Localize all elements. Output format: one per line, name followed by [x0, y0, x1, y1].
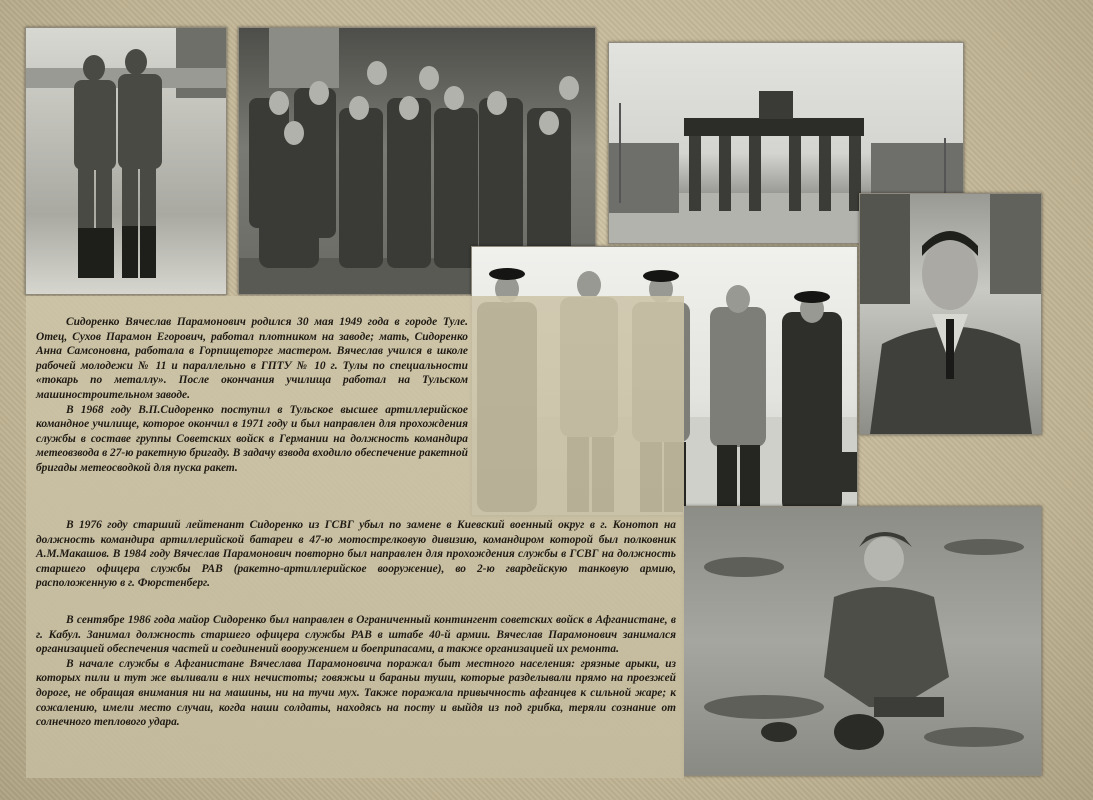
photo-mine-clearing	[683, 506, 1042, 776]
paragraph-afghanistan: В сентябре 1986 года майор Сидоренко был направлен в Ограниченный контингент советских войск в Афганистане, в г. Кабул. Занимал должность старшего офицера службы РАВ в штабе 40-й армии. Вячеслав Парамонович занимался организацией обеспечения частей и соединений вооружением и боеприпасами, а также организацией их ремонта.	[36, 614, 676, 656]
paragraph-local-life: В начале службы в Афганистане Вячеслава Парамоновича поражал быт местного населения: грязные арыки, из которых пили и тут же выливали в них нечистоты; говяжьи и бараньи туши, которые разделывали прямо на проезжей дороге, не обращая внимания ни на машины, ни на тучи мух. Также поражала привычность афганцев к сильной жаре; к сожалению, имели место случаи, когда наши солдаты, находясь на посту и выйдя из под грибка, теряли сознание от солнечного теплового удара.	[36, 657, 676, 729]
photo-two-soldiers	[25, 27, 227, 295]
biography-text-lower	[36, 518, 676, 591]
biography-text-upper	[36, 315, 468, 476]
paragraph-konotop-service: В 1976 году старший лейтенант Сидоренко из ГСВГ убыл по замене в Киевский военный округ в г. Конотоп на должность командира артиллерийской батареи в 47-ю мотострелковую дивизию, командиром которой был полковник А.М.Макашов. В 1984 году Вячеслав Парамонович повторно был направлен для прохождения службы в ГСВГ на должность старшего офицера службы РАВ (ракетно-артиллерийское вооружение), во 2-ю гвардейскую танковую армию, расположенную в г. Фюрстенберг.	[36, 519, 676, 590]
paragraph-early-life: Сидоренко Вячеслав Парамонович родился 30 мая 1949 года в городе Туле. Отец, Сухов Парамон Егорович, работал плотником на заводе; мать, Сидоренко Анна Самсоновна, работала в Горпищеторге мастером. Вячеслав учился в школе рабочей молодежи № 11 и параллельно в ГПТУ № 10 г. Тулы по специальности «токарь по металлу». После окончания училища работал на Тульском машиностроительном заводе.	[36, 316, 468, 401]
biography-text-afghanistan	[36, 613, 676, 730]
photo-officer-portrait	[859, 193, 1042, 435]
paragraph-artillery-school: В 1968 году В.П.Сидоренко поступил в Тульское высшее артиллерийское командное училище, которое окончил в 1971 году и был направлен для прохождения службы в составе группы Советских войск в Германии на должность командира метеовзвода в 27-ю ракетную бригаду. В задачу взвода входило обеспечение ракетной бригады метеосводкой для пуска ракет.	[36, 403, 468, 474]
